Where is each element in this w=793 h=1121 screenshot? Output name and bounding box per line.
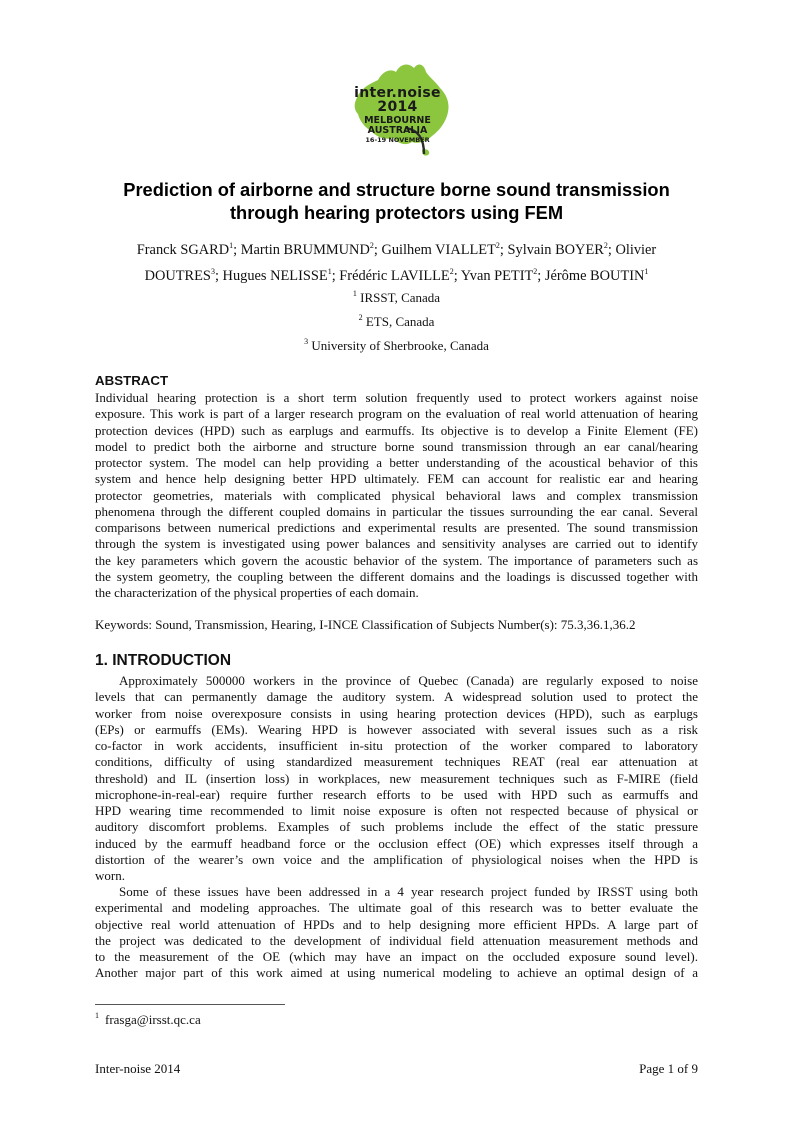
logo-line-2: MELBOURNE AUSTRALIA — [364, 115, 431, 136]
author-separator: ; — [214, 268, 223, 284]
text-line: model to predict both the airborne and structure borne sound transmission through an ear canal/hearing — [95, 438, 698, 454]
text-line: worker from noise overexposure consists in using hearing protection devices (HPD), such as earplugs — [95, 705, 698, 721]
affiliation-text: IRSST, Canada — [360, 290, 441, 305]
footnote-number: 1 — [95, 1011, 99, 1020]
author-name: Guilhem VIALLET — [381, 242, 496, 258]
author-affiliation: 2 — [533, 267, 538, 276]
text-line: microphone-in-real-ear) require further research efforts to be used with HPD such as earmuffs and — [95, 786, 698, 802]
author-line-1 — [80, 237, 713, 263]
affiliation-text: University of Sherbrooke, Canada — [311, 338, 489, 353]
text-line: induced by the earmuff headband force or the occlusion effect (OE) which expresses itself through a — [95, 835, 698, 851]
author-affiliation: 1 — [229, 241, 234, 250]
text-line: objective real world attenuation of HPDs and to help designing more efficient HPDs. A large part of — [95, 916, 698, 932]
text-line: Approximately 500000 workers in the province of Quebec (Canada) are regularly exposed to noise — [119, 673, 698, 688]
author-name: Hugues NELISSE — [222, 268, 328, 284]
text-line: Another major part of this work aimed at using numerical modeling to achieve an optimal design of a — [95, 965, 698, 981]
author-name: Franck SGARD — [136, 242, 230, 258]
text-line: Some of these issues have been addressed in a 4 year research project funded by IRSST using both — [119, 884, 698, 899]
text-line: the key parameters which govern the acoustic behavior of the system. The importance of parameters such as — [95, 552, 698, 568]
author-affiliation: 3 — [210, 267, 215, 276]
logo-text — [340, 86, 455, 144]
author-affiliation: 1 — [327, 267, 332, 276]
author-name: Yvan PETIT — [460, 268, 534, 284]
author-separator: ; — [607, 242, 616, 258]
author-name-split: DOUTRES — [144, 268, 211, 284]
logo-line-1: inter.noise 2014 — [354, 85, 441, 115]
text-line: exposure. This work is part of a larger research program on the evaluation of real world attenuation of hearing — [95, 406, 698, 422]
affiliation-3 — [0, 338, 793, 354]
author-separator: ; — [373, 242, 382, 258]
text-line: experimental and modeling approaches. The ultimate goal of this research was to better evaluate the — [95, 900, 698, 916]
text-line: conditions, difficulty of using standardized measurement techniques REAT (real ear attenuation at — [95, 754, 698, 770]
text-line: comparisons between numerical predictions and experimental results are presented. The sound transmission — [95, 520, 698, 535]
affiliation-number: 2 — [358, 313, 363, 322]
text-line: system and hence help designing better HPD ultimately. FEM can account for realistic ear and hearing — [95, 471, 698, 487]
footnote-divider — [95, 1004, 285, 1005]
intro-paragraph-1 — [95, 673, 698, 884]
text-line: the system geometry, the coupling between the different domains and the loadings is discussed together with — [95, 568, 698, 584]
text-line: protection devices (HPD) such as earplugs and earmuffs. Its objective is to develop a Finite Element (FE) — [95, 422, 698, 438]
affiliation-number: 3 — [304, 337, 309, 346]
keywords: Keywords: Sound, Transmission, Hearing, I-INCE Classification of Subjects Number(s): 75.3,36.1,36.2 — [95, 617, 636, 632]
footnote — [95, 1012, 201, 1028]
author-separator: ; — [453, 268, 461, 284]
author-name: Frédéric LAVILLE — [339, 268, 450, 284]
title-line-1: Prediction of airborne and structure borne sound transmission — [123, 179, 670, 200]
author-affiliation: 2 — [495, 241, 500, 250]
text-line: the characterization of the physical properties of each domain. — [95, 585, 419, 600]
author-affiliation: 1 — [644, 267, 649, 276]
text-line: to the measurement of the OE (which may have an impact on the occluded exposure sound level). — [95, 949, 698, 964]
footer-conference: Inter-noise 2014 — [95, 1061, 181, 1076]
footnote-email: frasga@irsst.qc.ca — [105, 1012, 201, 1027]
text-line: (EPs) or earmuffs (EMs). Wearing HPD is however associated with several issues such as a risk — [95, 721, 698, 737]
author-name: Martin BRUMMUND — [240, 242, 370, 258]
author-name: Sylvain BOYER — [507, 242, 604, 258]
text-line: protector geometries, materials with complicated physical behavioral laws and complex transmission — [95, 487, 698, 503]
text-line: HPD wearing time recommended to limit noise exposure is often not respected because of physical or — [95, 803, 698, 818]
author-affiliation: 2 — [369, 241, 374, 250]
text-line: protector system. The model can help providing a better understanding of the acoustical behavior of this — [95, 455, 698, 470]
abstract-body — [95, 390, 698, 601]
paper-title — [60, 178, 733, 224]
abstract-heading: ABSTRACT — [95, 373, 169, 388]
author-separator: ; — [331, 268, 340, 284]
author-name-split: Olivier — [615, 242, 657, 258]
title-line-2: through hearing protectors using FEM — [229, 202, 564, 223]
section-heading: 1. INTRODUCTION — [95, 652, 232, 669]
text-line: through the system is investigated using power balances and sensitivity analyses are carried out to identify — [95, 536, 698, 552]
author-separator: ; — [233, 242, 241, 258]
text-line: co-factor in work accidents, insufficient in-situ protection of the worker compared to laboratory — [95, 738, 698, 753]
text-line: the project was dedicated to the development of individual field attenuation measurement methods and — [95, 932, 698, 948]
author-affiliation: 2 — [449, 267, 454, 276]
logo-line-3: 16-19 NOVEMBER — [365, 136, 430, 144]
affiliation-2 — [0, 314, 793, 330]
author-list — [80, 237, 713, 289]
text-line: Individual hearing protection is a short term solution frequently used to protect workers against noise — [95, 390, 698, 405]
text-line: phenomena through the different coupled domains in particular the tissues surrounding the ear canal. Several — [95, 503, 698, 519]
author-affiliation: 2 — [603, 241, 608, 250]
text-line: worn. — [95, 868, 125, 883]
author-separator: ; — [499, 242, 508, 258]
text-line: threshold) and IL (insertion loss) in workplaces, new measurement techniques such as F-MIRE (field — [95, 770, 698, 786]
author-name: Jérôme BOUTIN — [544, 268, 645, 284]
text-line: levels that can permanently damage the auditory system. A widespread solution used to protect the — [95, 689, 698, 705]
affiliation-1 — [0, 290, 793, 306]
text-line: auditory discomfort problems. Examples of such problems include the effect of the static pressure — [95, 819, 698, 835]
intro-paragraph-2 — [95, 884, 698, 982]
author-line-2 — [80, 263, 713, 289]
affiliation-text: ETS, Canada — [365, 314, 435, 329]
text-line: distortion of the wearer’s own voice and the amplification of physiological noises when the HPD is — [95, 851, 698, 867]
author-separator: ; — [537, 268, 545, 284]
footer-page-number: Page 1 of 9 — [639, 1061, 698, 1076]
affiliation-number: 1 — [352, 289, 357, 298]
